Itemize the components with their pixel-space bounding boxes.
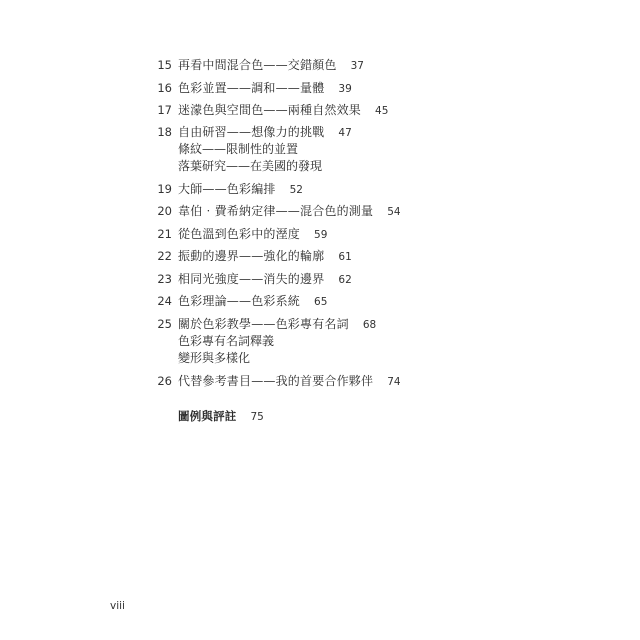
page-number: 61	[338, 251, 352, 263]
toc-subentry: 條紋——限制性的並置	[178, 142, 299, 156]
chapter-title: 大師——色彩編排	[178, 182, 276, 196]
page-number: 47	[338, 127, 352, 139]
page-number: 62	[338, 274, 352, 286]
folio-page-number: viii	[110, 600, 125, 612]
chapter-number: 24	[157, 294, 172, 308]
chapter-number: 26	[157, 374, 172, 388]
chapter-title: 關於色彩教學——色彩專有名詞	[178, 317, 349, 331]
chapter-number: 19	[157, 182, 172, 196]
chapter-number: 16	[157, 81, 172, 95]
appendix-title: 圖例與評註	[178, 409, 237, 423]
page-number: 39	[338, 83, 352, 95]
page-number: 52	[289, 184, 303, 196]
toc-subentry: 色彩專有名詞釋義	[178, 334, 275, 348]
chapter-number: 21	[157, 227, 172, 241]
page-number: 74	[387, 376, 401, 388]
chapter-title: 代替參考書目——我的首要合作夥伴	[178, 374, 374, 388]
chapter-number: 25	[157, 317, 172, 331]
chapter-number: 18	[157, 125, 172, 139]
toc-subentry: 落葉研究——在美國的發現	[178, 159, 323, 173]
chapter-title: 韋伯‧費希納定律——混合色的測量	[178, 204, 374, 218]
chapter-number: 15	[157, 58, 172, 72]
chapter-number: 22	[157, 249, 172, 263]
chapter-title: 色彩並置——調和——量體	[178, 81, 325, 95]
chapter-title: 迷濛色與空間色——兩種自然效果	[178, 103, 362, 117]
chapter-title: 相同光強度——消失的邊界	[178, 272, 325, 286]
toc-subentry: 變形與多樣化	[178, 351, 251, 365]
chapter-title: 振動的邊界——強化的輪廓	[178, 249, 325, 263]
page-number: 37	[350, 60, 364, 72]
chapter-number: 17	[157, 103, 172, 117]
page-number: 68	[362, 319, 377, 331]
chapter-title: 再看中間混合色——交錯顏色	[178, 58, 337, 72]
page-number: 59	[314, 229, 328, 241]
page-number: 65	[314, 296, 328, 308]
page-number: 75	[250, 411, 264, 423]
chapter-title: 自由研習——想像力的挑戰	[178, 125, 325, 139]
chapter-title: 從色溫到色彩中的溼度	[178, 227, 301, 241]
page-number: 54	[387, 206, 401, 218]
page-number: 45	[375, 105, 389, 117]
chapter-number: 20	[157, 204, 172, 218]
chapter-title: 色彩理論——色彩系統	[178, 294, 301, 308]
chapter-number: 23	[157, 272, 172, 286]
